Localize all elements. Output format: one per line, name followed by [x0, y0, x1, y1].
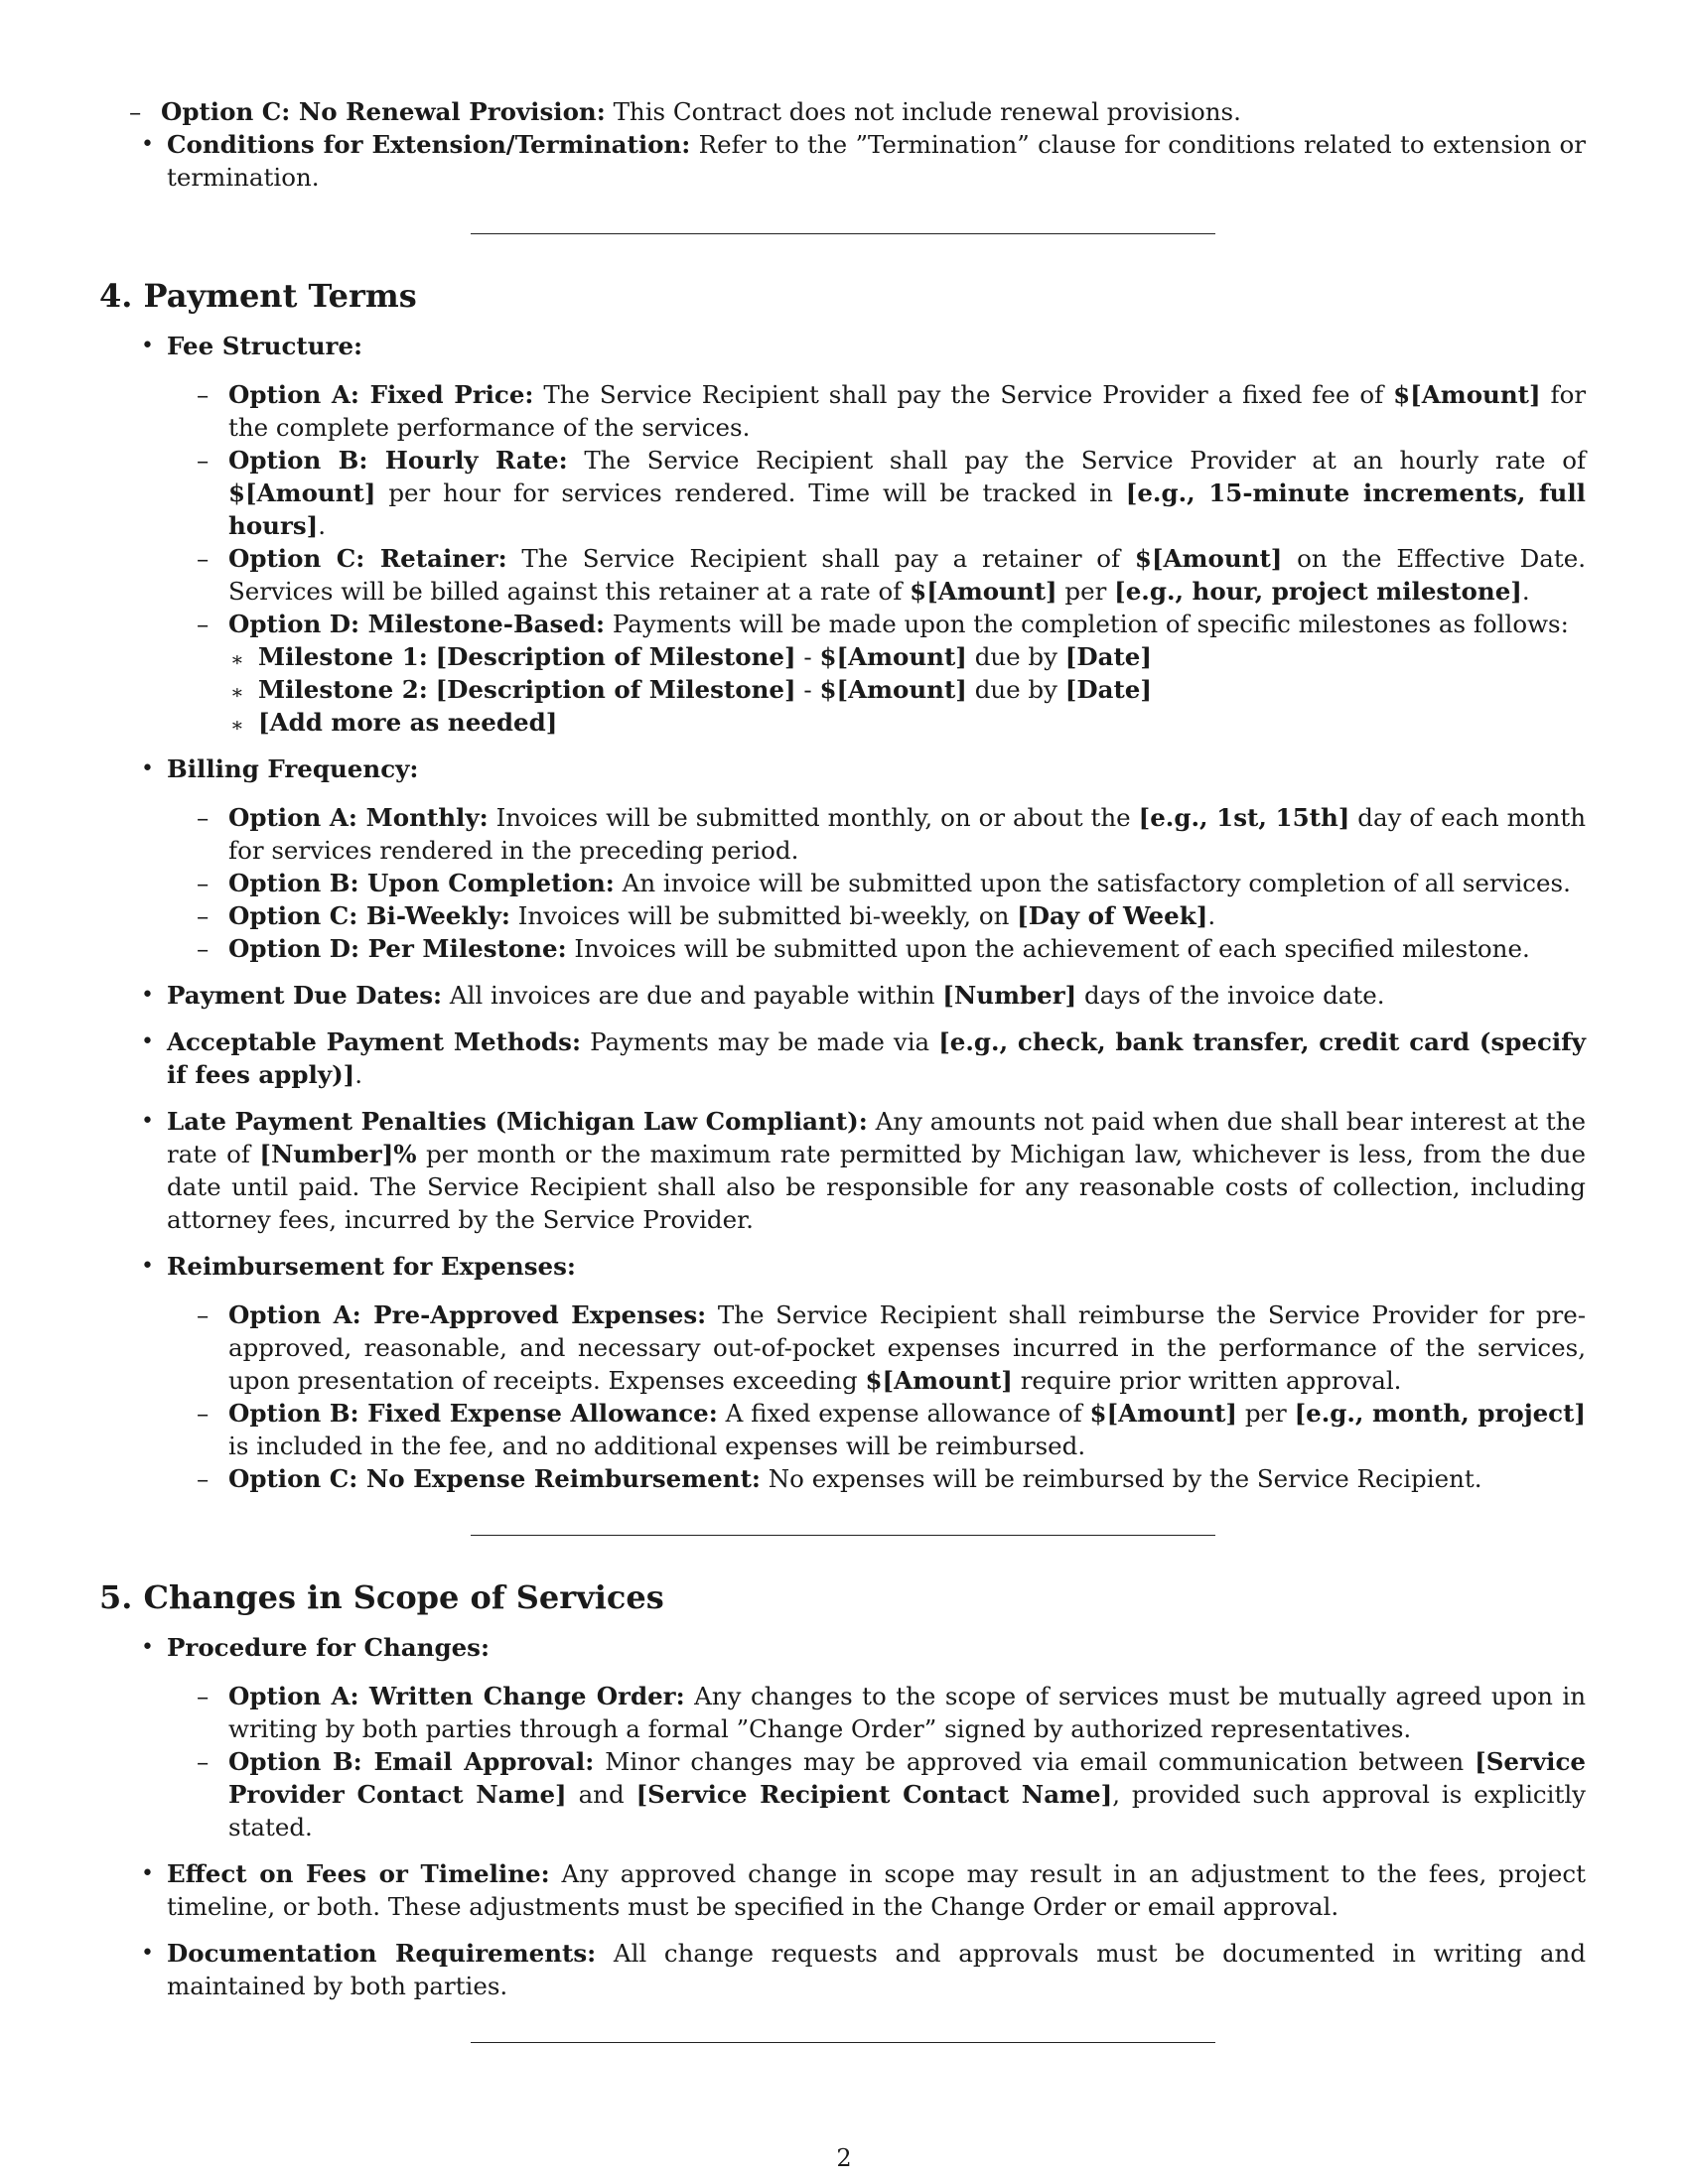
item-label: Reimbursement for Expenses:: [167, 1252, 576, 1281]
section-divider: [471, 233, 1215, 234]
list-item: ∗ Milestone 1: [Description of Milestone] - $[Amount] due by [Date]: [230, 642, 1152, 671]
list-item: – Option C: No Renewal Provision: This Contract does not include renewal provisions.: [129, 97, 1241, 126]
list-item: • Conditions for Extension/Termination: Refer to the ”Termination” clause for conditions related to extension or termination.: [141, 130, 1586, 192]
option-label: Option C: No Renewal Provision:: [161, 97, 606, 126]
item-label: Procedure for Changes:: [167, 1633, 491, 1662]
list-item: – Option C: No Expense Reimbursement: No expenses will be reimbursed by the Service Recipient.: [197, 1464, 1482, 1493]
payment-terms-list: [99, 330, 1586, 1495]
list-item: – Option A: Monthly: Invoices will be submitted monthly, on or about the [e.g., 1st, 15th] day of each month for services rendered in the preceding period.: [197, 803, 1587, 865]
list-item: • Procedure for Changes: – Option A: Written Change Order: Any changes to the scope of services must be mutually agreed upon in writing by both parties through a formal ”Change Order” signed by authorized representatives. – Option B: Email Approval: Minor changes may be approved via email communication between [Service Provider Contact Name] and [Service Recipient Contact Name], provided such approval is explicitly stated.: [141, 1633, 1587, 1842]
list-item: ∗ Milestone 2: [Description of Milestone] - $[Amount] due by [Date]: [230, 675, 1152, 704]
section-divider: [471, 1535, 1215, 1536]
list-item: • Fee Structure: – Option A: Fixed Price: The Service Recipient shall pay the Service Provider a fixed fee of $[Amount] for the complete performance of the services. – Option B: Hourly Rate: The Service Recipient shall pay the Service Provider at an hourly rate of $[Amount] per hour for services rendered. Time will be tracked in [e.g., 15-minute increments, full hours]. – Option C: Retainer: The Service Recipient shall pay a retainer of $[Amount] on the Effective Date. Services will be billed against this retainer at a rate of $[Amount] per [e.g., hour, project milestone]. – Option D: Milestone-Based: Payments will be made upon the completion of specific milestones as follows: ∗ Milestone 1: [Description of Milestone] - $[Amount] due by [Date] ∗ Milestone 2: [Description of Milestone] - $[Amount] due by [Date] ∗ [Add more as needed]: [141, 332, 1587, 737]
list-item: • Reimbursement for Expenses: – Option A: Pre-Approved Expenses: The Service Recipient shall reimburse the Service Provider for pre-approved, reasonable, and necessary out-of-pocket expenses incurred in the performance of the services, upon presentation of receipts. Expenses exceeding $[Amount] require prior written approval. – Option B: Fixed Expense Allowance: A fixed expense allowance of $[Amount] per [e.g., month, project] is included in the fee, and no additional expenses will be reimbursed. – Option C: No Expense Reimbursement: No expenses will be reimbursed by the Service Recipient.: [141, 1252, 1586, 1493]
scope-changes-list: [99, 1631, 1586, 2002]
item-label: Fee Structure:: [167, 332, 363, 360]
list-item: – Option C: Retainer: The Service Recipient shall pay a retainer of $[Amount] on the Effective Date. Services will be billed against this retainer at a rate of $[Amount] per [e.g., hour, project milestone].: [197, 544, 1587, 606]
list-item: – Option A: Pre-Approved Expenses: The Service Recipient shall reimburse the Service Provider for pre-approved, reasonable, and necessary out-of-pocket expenses incurred in the performance of the services, upon presentation of receipts. Expenses exceeding $[Amount] require prior written approval.: [197, 1300, 1586, 1395]
list-item: • Payment Due Dates: All invoices are due and payable within [Number] days of the invoice date.: [141, 981, 1385, 1010]
page-number: 2: [836, 2144, 852, 2172]
list-item: – Option B: Upon Completion: An invoice will be submitted upon the satisfactory completion of all services.: [197, 869, 1571, 897]
list-item: – Option B: Hourly Rate: The Service Recipient shall pay the Service Provider at an hourly rate of $[Amount] per hour for services rendered. Time will be tracked in [e.g., 15-minute increments, full hours].: [197, 446, 1587, 540]
list-item: – Option A: Written Change Order: Any changes to the scope of services must be mutually agreed upon in writing by both parties through a formal ”Change Order” signed by authorized representatives.: [197, 1682, 1586, 1743]
list-item: – Option A: Fixed Price: The Service Recipient shall pay the Service Provider a fixed fee of $[Amount] for the complete performance of the services.: [197, 380, 1587, 442]
list-item: – Option B: Fixed Expense Allowance: A fixed expense allowance of $[Amount] per [e.g., month, project] is included in the fee, and no additional expenses will be reimbursed.: [197, 1399, 1586, 1460]
section-divider: [471, 2042, 1215, 2043]
renewal-options: [99, 95, 1586, 128]
section-heading: 4. Payment Terms: [99, 277, 417, 315]
list-item: – Option D: Milestone-Based: Payments will be made upon the completion of specific milestones as follows: ∗ Milestone 1: [Description of Milestone] - $[Amount] due by [Date] ∗ Milestone 2: [Description of Milestone] - $[Amount] due by [Date] ∗ [Add more as needed]: [167, 608, 1586, 739]
intro-block: [99, 95, 1586, 194]
list-item: • Effect on Fees or Timeline: Any approved change in scope may result in an adjustment to the fees, project timeline, or both. These adjustments must be specified in the Change Order or email approval.: [141, 1859, 1586, 1921]
section-heading: 5. Changes in Scope of Services: [99, 1578, 664, 1616]
expense-options: [167, 1298, 1586, 1495]
item-label: Billing Frequency:: [167, 754, 419, 783]
billing-options: [167, 801, 1586, 965]
list-item: • Documentation Requirements: All change requests and approvals must be documented in writing and maintained by both parties.: [141, 1939, 1586, 2000]
list-item: • Billing Frequency: – Option A: Monthly: Invoices will be submitted monthly, on or about the [e.g., 1st, 15th] day of each month for services rendered in the preceding period. – Option B: Upon Completion: An invoice will be submitted upon the satisfactory completion of all services. – Option C: Bi-Weekly: Invoices will be submitted bi-weekly, on [Day of Week]. – Option D: Per Milestone: Invoices will be submitted upon the achievement of each specified milestone.: [141, 754, 1587, 963]
list-item: • Late Payment Penalties (Michigan Law Compliant): Any amounts not paid when due shall bear interest at the rate of [Number]% per month or the maximum rate permitted by Michigan law, whichever is less, from the due date until paid. The Service Recipient shall also be responsible for any reasonable costs of collection, including attorney fees, incurred by the Service Provider.: [141, 1107, 1586, 1234]
list-item: – Option C: Bi-Weekly: Invoices will be submitted bi-weekly, on [Day of Week].: [197, 901, 1216, 930]
conditions-list: [99, 128, 1586, 194]
list-item: ∗ [Add more as needed]: [230, 708, 558, 737]
fee-options: [167, 378, 1586, 739]
procedure-options: [167, 1680, 1586, 1843]
list-item: – Option B: Email Approval: Minor changes may be approved via email communication between [Service Provider Contact Name] and [Service Recipient Contact Name], provided such approval is explicitly stated.: [197, 1747, 1587, 1842]
list-item: – Option D: Per Milestone: Invoices will be submitted upon the achievement of each specified milestone.: [197, 934, 1530, 963]
milestone-list: [228, 640, 1586, 739]
list-item: • Acceptable Payment Methods: Payments may be made via [e.g., check, bank transfer, credit card (specify if fees apply)].: [141, 1027, 1586, 1089]
